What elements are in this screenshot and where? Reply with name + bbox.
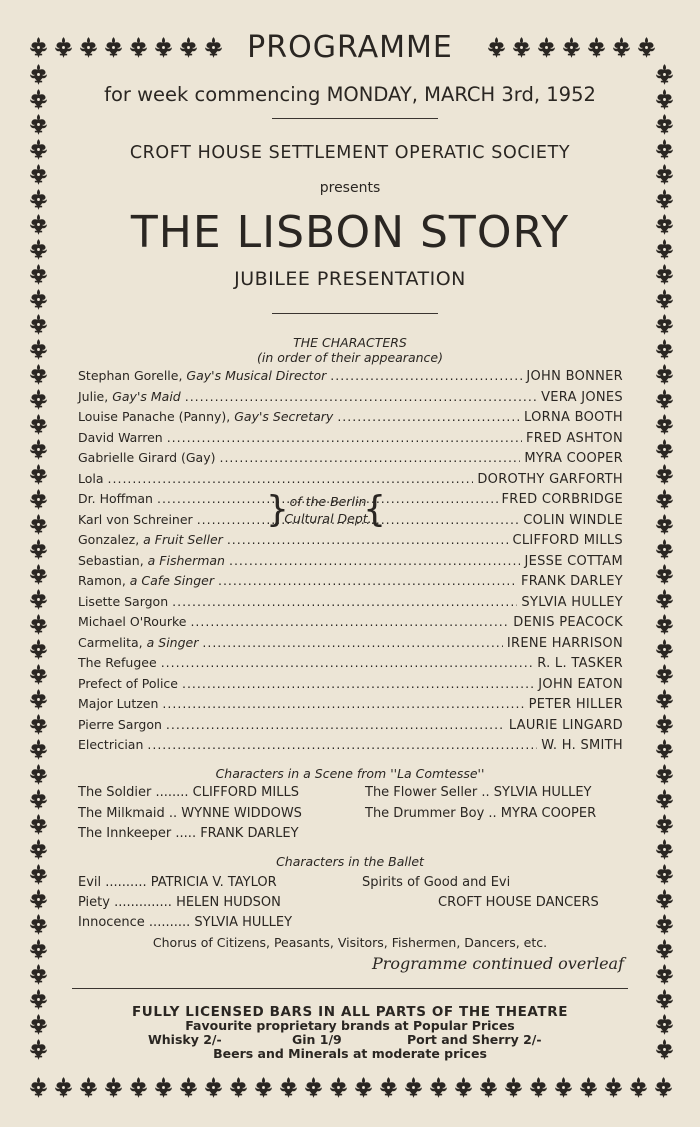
cast-row (78, 696, 623, 714)
fleur-de-lis-icon (226, 1075, 251, 1100)
role-description: a Cafe Singer (129, 573, 214, 588)
cast-role (78, 430, 163, 445)
cast-row (78, 450, 623, 468)
presents-text: presents (319, 180, 381, 196)
fleur-de-lis-icon (652, 112, 677, 137)
fleur-de-lis-icon (176, 1075, 201, 1100)
fleur-de-lis-icon (652, 412, 677, 437)
fleur-de-lis-icon (26, 812, 51, 837)
cast-role (78, 532, 223, 547)
fleur-de-lis-icon (26, 387, 51, 412)
role-description: a Fisherman (147, 552, 225, 568)
cast-role (78, 389, 181, 404)
fleur-de-lis-icon (26, 662, 51, 687)
fleur-de-lis-icon (652, 712, 677, 737)
fleur-de-lis-icon (652, 887, 677, 912)
leader-dots (167, 430, 522, 445)
fleur-de-lis-icon (451, 1075, 476, 1100)
role-name: Michael O'Rourke (78, 614, 187, 629)
cast-role (78, 614, 186, 629)
fleur-de-lis-icon (26, 287, 51, 312)
bars-heading: FULLY LICENSED BARS IN ALL PARTS OF THE THEATRE (131, 1004, 569, 1020)
cast-role (78, 635, 198, 650)
role-name: Karl von Schreiner (78, 511, 193, 527)
fleur-de-lis-icon (601, 1075, 626, 1100)
ballet-evil: Evil .......... PATRICIA V. TAYLOR (78, 875, 277, 890)
fleur-de-lis-icon (26, 612, 51, 637)
cast-actor: JOHN EATON (538, 676, 623, 692)
cast-row (78, 676, 623, 694)
leader-dots (190, 614, 509, 629)
fleur-de-lis-icon (652, 512, 677, 537)
leader-dots (166, 717, 505, 732)
cast-role (78, 655, 157, 670)
cast-actor: IRENE HARRISON (506, 635, 623, 651)
cast-role (78, 676, 178, 691)
fleur-de-lis-icon (26, 537, 51, 562)
fleur-de-lis-icon (76, 1075, 101, 1100)
cast-role (78, 737, 143, 752)
bars-line1: Favourite proprietary brands at Popular Prices (185, 1018, 515, 1033)
leader-dots (330, 368, 522, 383)
fleur-de-lis-icon (652, 487, 677, 512)
role-name: Carmelita, (78, 634, 143, 650)
cast-row (78, 532, 623, 550)
fleur-de-lis-icon (26, 362, 51, 387)
fleur-de-lis-icon (26, 562, 51, 587)
fleur-de-lis-icon (26, 462, 51, 487)
cast-row (78, 635, 623, 653)
price-port-sherry: Port and Sherry 2/- (407, 1032, 542, 1047)
scene-heading: Characters in a Scene from ''La Comtesse'' (215, 766, 485, 781)
fleur-de-lis-icon (351, 1075, 376, 1100)
show-title: THE LISBON STORY (130, 207, 570, 258)
bars-line3: Beers and Minerals at moderate prices (213, 1046, 487, 1061)
cast-row (78, 594, 623, 612)
fleur-de-lis-icon (652, 312, 677, 337)
leader-dots (227, 532, 509, 547)
fleur-de-lis-icon (251, 1075, 276, 1100)
cast-row (78, 471, 623, 489)
divider (72, 988, 628, 989)
berlin-note-line2: Cultural Dept. (284, 511, 372, 526)
role-description: a Fruit Seller (143, 532, 223, 547)
fleur-de-lis-icon (652, 387, 677, 412)
ballet-heading: Characters in the Ballet (276, 854, 424, 869)
leader-dots (229, 553, 520, 568)
role-name: Sebastian, (78, 552, 144, 568)
cast-row (78, 553, 623, 571)
fleur-de-lis-icon (401, 1075, 426, 1100)
fleur-de-lis-icon (652, 437, 677, 462)
continued-overleaf: Programme continued overleaf (371, 954, 624, 973)
fleur-de-lis-icon (276, 1075, 301, 1100)
role-description: a Singer (146, 634, 199, 650)
fleur-de-lis-icon (26, 587, 51, 612)
cast-row (78, 573, 623, 591)
role-name: Gonzalez, (78, 532, 140, 547)
role-name: Julie, (78, 388, 109, 404)
cast-actor: LORNA BOOTH (524, 410, 623, 425)
cast-actor: JOHN BONNER (526, 369, 623, 384)
cast-actor: CLIFFORD MILLS (512, 533, 623, 548)
ballet-piety: Piety .............. HELEN HUDSON (78, 895, 281, 910)
fleur-de-lis-icon (326, 1075, 351, 1100)
price-whisky: Whisky 2/- (148, 1032, 222, 1047)
fleur-de-lis-icon (576, 1075, 601, 1100)
cast-role (78, 573, 214, 588)
cast-role (78, 368, 326, 383)
price-gin: Gin 1/9 (292, 1032, 342, 1047)
role-description: Gay's Maid (112, 388, 181, 404)
fleur-de-lis-icon (652, 687, 677, 712)
fleur-de-lis-icon (626, 1075, 651, 1100)
role-name: Major Lutzen (78, 696, 159, 711)
fleur-de-lis-icon (26, 687, 51, 712)
cast-role (78, 717, 162, 732)
leader-dots (202, 635, 502, 650)
scene-milkmaid: The Milkmaid .. WYNNE WIDDOWS (78, 806, 302, 821)
ballet-dancers: CROFT HOUSE DANCERS (438, 895, 599, 910)
fleur-de-lis-icon (26, 312, 51, 337)
fleur-de-lis-icon (652, 537, 677, 562)
role-name: Dr. Hoffman (78, 491, 153, 506)
leader-dots (172, 594, 517, 609)
cast-row (78, 737, 623, 755)
fleur-de-lis-icon (652, 562, 677, 587)
cast-role (78, 696, 158, 711)
leader-dots (147, 737, 537, 752)
leader-dots (182, 676, 534, 691)
fleur-de-lis-icon (652, 787, 677, 812)
fleur-de-lis-icon (652, 287, 677, 312)
border-bottom (26, 1075, 676, 1100)
cast-row (78, 430, 623, 448)
fleur-de-lis-icon (26, 887, 51, 912)
cast-role (78, 553, 225, 568)
role-description: Gay's Secretary (234, 409, 334, 424)
role-name: Stephan Gorelle, (78, 368, 183, 383)
role-name: David Warren (78, 429, 163, 445)
brace-right-icon: { (363, 489, 386, 530)
cast-actor: FRED ASHTON (526, 430, 623, 446)
leader-dots (162, 696, 524, 711)
cast-role (78, 471, 104, 486)
role-name: Lola (78, 470, 104, 486)
cast-actor: JESSE COTTAM (524, 553, 623, 569)
week-line: for week commencing MONDAY, MARCH 3rd, 1952 (104, 83, 596, 106)
berlin-note-line1: of the Berlin (289, 494, 367, 509)
cast-actor: DENIS PEACOCK (513, 615, 623, 630)
fleur-de-lis-icon (652, 662, 677, 687)
cast-actor: COLIN WINDLE (523, 512, 623, 528)
cast-row (78, 409, 623, 427)
fleur-de-lis-icon (26, 637, 51, 662)
cast-actor: SYLVIA HULLEY (521, 594, 623, 610)
characters-subheading: (in order of their appearance) (257, 350, 443, 365)
characters-heading: THE CHARACTERS (293, 335, 407, 350)
cast-actor: MYRA COOPER (524, 451, 623, 466)
cast-row (78, 368, 623, 386)
divider (272, 118, 438, 119)
berlin-brace-note (266, 489, 388, 530)
cast-role (78, 594, 168, 609)
cast-actor: DOROTHY GARFORTH (477, 471, 623, 487)
fleur-de-lis-icon (426, 1075, 451, 1100)
role-name: Pierre Sargon (78, 716, 162, 732)
leader-dots (218, 573, 517, 588)
fleur-de-lis-icon (126, 1075, 151, 1100)
fleur-de-lis-icon (26, 487, 51, 512)
fleur-de-lis-icon (651, 1075, 676, 1100)
cast-role (78, 450, 215, 465)
fleur-de-lis-icon (652, 362, 677, 387)
cast-actor: PETER HILLER (528, 697, 623, 712)
leader-dots (108, 471, 474, 486)
fleur-de-lis-icon (652, 462, 677, 487)
fleur-de-lis-icon (26, 512, 51, 537)
fleur-de-lis-icon (652, 812, 677, 837)
fleur-de-lis-icon (26, 412, 51, 437)
ballet-spirits: Spirits of Good and Evi (362, 875, 511, 890)
cast-actor: FRANK DARLEY (521, 574, 623, 589)
cast-actor: VERA JONES (541, 389, 623, 405)
role-name: Gabrielle Girard (Gay) (78, 450, 216, 465)
brace-left-icon: } (266, 489, 289, 530)
leader-dots (161, 655, 534, 670)
society-name: CROFT HOUSE SETTLEMENT OPERATIC SOCIETY (129, 143, 571, 163)
fleur-de-lis-icon (652, 737, 677, 762)
cast-row (78, 717, 623, 735)
leader-dots (337, 409, 520, 424)
role-description: Gay's Musical Director (186, 368, 327, 383)
fleur-de-lis-icon (101, 1075, 126, 1100)
cast-role (78, 512, 193, 527)
fleur-de-lis-icon (526, 1075, 551, 1100)
fleur-de-lis-icon (26, 962, 51, 987)
fleur-de-lis-icon (151, 1075, 176, 1100)
fleur-de-lis-icon (652, 637, 677, 662)
fleur-de-lis-icon (26, 737, 51, 762)
fleur-de-lis-icon (652, 587, 677, 612)
fleur-de-lis-icon (652, 962, 677, 987)
fleur-de-lis-icon (26, 112, 51, 137)
role-name: Louise Panache (Panny), (78, 409, 231, 424)
role-name: Ramon, (78, 573, 126, 588)
role-name: Lisette Sargon (78, 593, 169, 609)
divider (272, 313, 438, 314)
cast-actor: W. H. SMITH (541, 738, 623, 753)
fleur-de-lis-icon (26, 437, 51, 462)
cast-actor: FRED CORBRIDGE (501, 492, 623, 507)
role-name: Electrician (78, 737, 144, 752)
chorus-line: Chorus of Citizens, Peasants, Visitors, Fishermen, Dancers, etc. (152, 935, 548, 950)
fleur-de-lis-icon (26, 787, 51, 812)
cast-role (78, 491, 153, 506)
cast-row (78, 389, 623, 407)
fleur-de-lis-icon (551, 1075, 576, 1100)
fleur-de-lis-icon (26, 912, 51, 937)
scene-flower-seller: The Flower Seller .. SYLVIA HULLEY (365, 785, 592, 800)
fleur-de-lis-icon (376, 1075, 401, 1100)
leader-dots (185, 389, 537, 404)
fleur-de-lis-icon (201, 1075, 226, 1100)
scene-soldier: The Soldier ........ CLIFFORD MILLS (78, 785, 299, 800)
role-name: The Refugee (78, 655, 157, 670)
scene-innkeeper: The Innkeeper ..... FRANK DARLEY (78, 826, 299, 841)
fleur-de-lis-icon (652, 912, 677, 937)
fleur-de-lis-icon (51, 1075, 76, 1100)
programme-title: PROGRAMME (247, 30, 453, 65)
cast-actor: R. L. TASKER (537, 656, 623, 671)
cast-role (78, 409, 333, 424)
show-subtitle: JUBILEE PRESENTATION (234, 268, 466, 290)
cast-actor: LAURIE LINGARD (508, 717, 623, 733)
leader-dots (219, 450, 520, 465)
fleur-de-lis-icon (476, 1075, 501, 1100)
scene-drummer: The Drummer Boy .. MYRA COOPER (365, 806, 597, 821)
fleur-de-lis-icon (26, 712, 51, 737)
role-name: Prefect of Police (78, 675, 178, 691)
ballet-innocence: Innocence .......... SYLVIA HULLEY (78, 915, 293, 930)
cast-row (78, 614, 623, 632)
fleur-de-lis-icon (301, 1075, 326, 1100)
cast-row (78, 655, 623, 673)
fleur-de-lis-icon (501, 1075, 526, 1100)
fleur-de-lis-icon (652, 612, 677, 637)
fleur-de-lis-icon (26, 1075, 51, 1100)
